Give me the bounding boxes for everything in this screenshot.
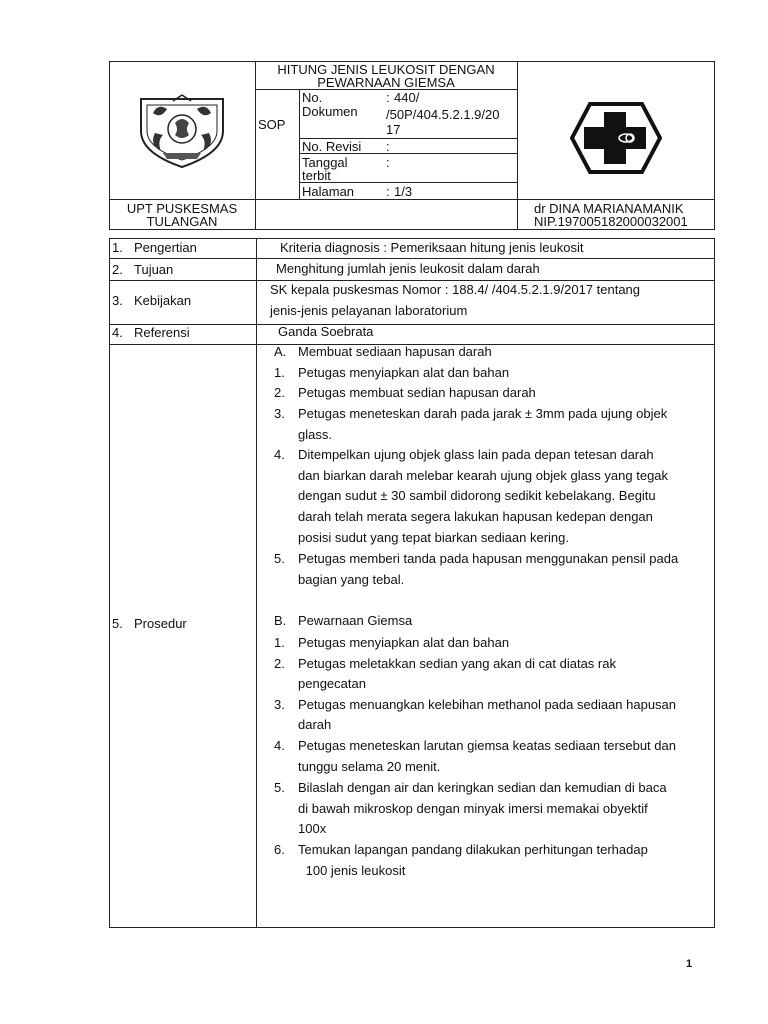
meta-label-no-dokumen-1: No.: [302, 90, 323, 105]
meta-colon-4: :: [386, 184, 390, 199]
prosedur-a-step-1: [274, 363, 509, 383]
kabupaten-emblem-icon: [133, 93, 231, 173]
meta-divider-3: [299, 182, 517, 183]
content-column-divider: [256, 238, 257, 928]
step-text: Petugas menyiapkan alat dan bahan: [298, 365, 510, 380]
section-kebijakan-text-line1: SK kepala puskesmas Nomor : 188.4/ /404.5.2.1.9/2017 tentang: [270, 282, 641, 297]
meta-colon-2: :: [386, 139, 390, 154]
prosedur-a-step-5: [274, 549, 678, 569]
meta-label-tanggal-1: Tanggal: [302, 155, 348, 170]
section-label: Referensi: [134, 325, 190, 340]
list-letter: A.: [274, 344, 287, 359]
prosedur-a-step-4-cont-2: dengan sudut ± 30 sambil didorong sedikit kebelakang. Begitu: [298, 488, 656, 503]
step-text: Petugas membuat sedian hapusan darah: [298, 385, 536, 400]
prosedur-b-step-2: [274, 654, 616, 674]
prosedur-b-step-4: [274, 736, 676, 756]
prosedur-a-step-3: [274, 404, 667, 424]
section-prosedur-label: [112, 616, 187, 631]
meta-value-no-dokumen-1: 440/: [394, 90, 420, 105]
section-number: 3.: [112, 293, 123, 308]
section-label: Prosedur: [134, 616, 187, 631]
signer-nip: NIP.197005182000032001: [534, 214, 688, 229]
step-text: Petugas meneteskan larutan giemsa keatas sediaan tersebut dan: [298, 738, 676, 753]
meta-value-no-dokumen-2: /50P/404.5.2.1.9/20: [386, 107, 500, 122]
section-number: 5.: [112, 616, 123, 631]
section-tujuan-text: Menghitung jumlah jenis leukosit dalam darah: [276, 261, 540, 276]
list-letter: B.: [274, 613, 287, 628]
prosedur-b-step-3-cont: darah: [298, 717, 332, 732]
step-number: 3.: [274, 697, 285, 712]
signer-name: dr DINA MARIANAMANIK: [534, 201, 684, 216]
prosedur-b-step-2-cont: pengecatan: [298, 676, 366, 691]
meta-label-no-dokumen-2: Dokumen: [302, 104, 358, 119]
prosedur-b-step-6-cont: 100 jenis leukosit: [302, 863, 406, 878]
prosedur-a-step-5-cont: bagian yang tebal.: [298, 572, 405, 587]
step-number: 3.: [274, 406, 285, 421]
section-tujuan-label: [112, 262, 173, 277]
section-pengertian-text: Kriteria diagnosis : Pemeriksaan hitung jenis leukosit: [280, 240, 584, 255]
prosedur-a-step-4-cont-1: dan biarkan darah melebar kearah ujung objek glass yang tegak: [298, 468, 669, 483]
section-kebijakan-label: [112, 293, 191, 308]
step-number: 2.: [274, 385, 285, 400]
sop-label: SOP: [258, 117, 286, 132]
step-text: Petugas meletakkan sedian yang akan di cat diatas rak: [298, 656, 616, 671]
meta-value-no-dokumen-3: 17: [386, 122, 401, 137]
header-divider-right: [517, 61, 518, 230]
prosedur-b-title: [274, 611, 412, 631]
row-divider-2: [109, 280, 715, 281]
prosedur-b-step-5: [274, 778, 667, 798]
prosedur-b-step-5-cont-1: di bawah mikroskop dengan minyak imersi memakai obyektif: [298, 801, 648, 816]
meta-label-halaman: Halaman: [302, 184, 355, 199]
prosedur-a-step-3-cont: glass.: [298, 427, 332, 442]
meta-value-halaman: 1/3: [394, 184, 413, 199]
org-name-line2: TULANGAN: [146, 214, 218, 229]
section-label: Tujuan: [134, 262, 174, 277]
meta-colon-1: :: [386, 90, 390, 105]
row-divider-3: [109, 324, 715, 325]
prosedur-b-step-1: [274, 633, 509, 653]
prosedur-b-step-6: [274, 840, 648, 860]
step-text: Petugas menuangkan kelebihan methanol pada sediaan hapusan: [298, 697, 677, 712]
step-text: Petugas menyiapkan alat dan bahan: [298, 635, 510, 650]
step-number: 5.: [274, 780, 285, 795]
section-label: Pengertian: [134, 240, 197, 255]
prosedur-b-step-3: [274, 695, 676, 715]
prosedur-a-step-2: [274, 383, 536, 403]
step-number: 4.: [274, 447, 285, 462]
prosedur-a-step-4: [274, 445, 654, 465]
prosedur-b-step-4-cont: tunggu selama 20 menit.: [298, 759, 441, 774]
section-referensi-label: [112, 325, 190, 340]
meta-label-tanggal-2: terbit: [302, 168, 331, 183]
section-number: 1.: [112, 240, 123, 255]
document-title-line1: HITUNG JENIS LEUKOSIT DENGAN: [277, 62, 495, 77]
step-number: 2.: [274, 656, 285, 671]
prosedur-a-step-4-cont-3: darah telah merata segera lakukan hapusan kedepan dengan: [298, 509, 653, 524]
section-label: Kebijakan: [134, 293, 192, 308]
step-number: 1.: [274, 365, 285, 380]
step-number: 6.: [274, 842, 285, 857]
step-number: 1.: [274, 635, 285, 650]
step-text: Petugas meneteskan darah pada jarak ± 3mm pada ujung objek: [298, 406, 668, 421]
step-text: Petugas memberi tanda pada hapusan menggunakan pensil pada: [298, 551, 679, 566]
document-title-line2: PEWARNAAN GIEMSA: [317, 75, 455, 90]
section-referensi-text: Ganda Soebrata: [278, 324, 374, 339]
section-number: 2.: [112, 262, 123, 277]
row-divider-1: [109, 258, 715, 259]
section-kebijakan-text-line2: jenis-jenis pelayanan laboratorium: [270, 303, 468, 318]
org-name-line1: UPT PUSKESMAS: [126, 201, 238, 216]
section-number: 4.: [112, 325, 123, 340]
step-text: Temukan lapangan pandang dilakukan perhitungan terhadap: [298, 842, 648, 857]
section-pengertian-label: [112, 240, 197, 255]
step-text: Ditempelkan ujung objek glass lain pada depan tetesan darah: [298, 447, 654, 462]
meta-label-no-revisi: No. Revisi: [302, 139, 362, 154]
meta-colon-3: :: [386, 155, 390, 170]
prosedur-a-title: [274, 342, 492, 362]
prosedur-b-step-5-cont-2: 100x: [298, 821, 327, 836]
page-number: 1: [686, 958, 693, 970]
list-title: Membuat sediaan hapusan darah: [298, 344, 492, 359]
step-text: Bilaslah dengan air dan keringkan sedian dan kemudian di baca: [298, 780, 667, 795]
puskesmas-logo-icon: [570, 102, 662, 174]
prosedur-a-step-4-cont-4: posisi sudut yang tepat biarkan sediaan kering.: [298, 530, 570, 545]
header-divider-bottom: [109, 199, 715, 200]
step-number: 5.: [274, 551, 285, 566]
step-number: 4.: [274, 738, 285, 753]
list-title: Pewarnaan Giemsa: [298, 613, 413, 628]
